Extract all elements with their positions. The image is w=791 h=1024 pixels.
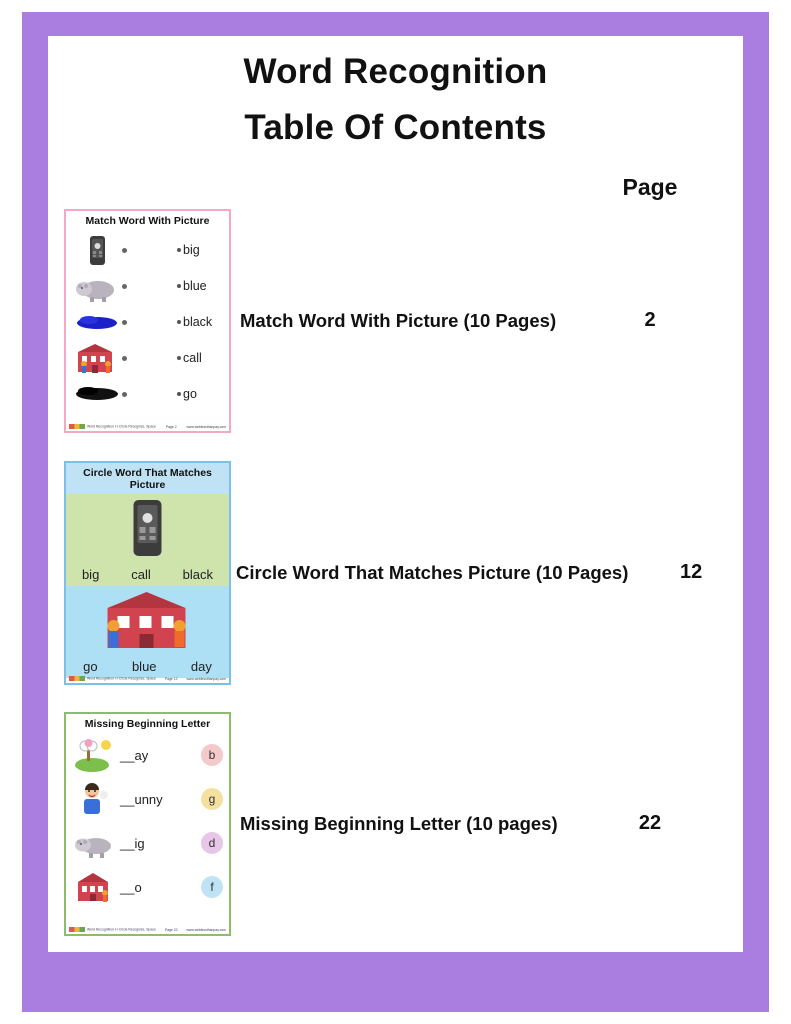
toc-entry-label[interactable]: Match Word With Picture (10 Pages) <box>240 310 557 331</box>
toc-entry-page: 2 <box>644 309 656 331</box>
thumbnail-footer <box>66 925 229 934</box>
match-row <box>72 232 223 268</box>
missing-letter-row <box>66 777 229 821</box>
toc-entry-row <box>0 708 791 943</box>
word-choice[interactable]: day <box>190 659 212 674</box>
footer-right: www.weblessthanpay.com <box>186 927 226 932</box>
match-row <box>72 268 223 304</box>
match-row <box>72 376 223 412</box>
match-dot-right <box>177 320 181 324</box>
page-column-header: Page <box>622 174 678 200</box>
match-dot-left <box>122 356 127 361</box>
footer-right: www.weblessthanpay.com <box>186 424 226 429</box>
day-scene-icon <box>72 737 116 773</box>
missing-letter-row <box>66 821 229 865</box>
match-dot-left <box>122 284 127 289</box>
black-blob-icon <box>72 378 122 411</box>
thumbnail-panel-bottom <box>66 586 229 678</box>
toc-entry-row <box>0 205 791 440</box>
match-dot-left <box>122 248 127 253</box>
letter-bubble[interactable]: f <box>201 876 223 898</box>
missing-letter-word: __ig <box>120 835 145 851</box>
word-choice[interactable]: blue <box>131 659 157 674</box>
word-choice[interactable]: big <box>81 567 100 582</box>
blue-blob-icon <box>72 306 122 339</box>
thumbnail-missing-beginning-letter[interactable] <box>60 708 235 940</box>
missing-letter-word: __o <box>120 879 142 895</box>
boy-funny-icon <box>72 781 116 817</box>
match-word: black <box>183 315 213 329</box>
footer-left: Word Recognition I-I Circle Recognize, Space <box>69 424 156 429</box>
match-word: go <box>183 387 197 401</box>
page-title <box>48 44 743 156</box>
match-dot-right <box>177 284 181 288</box>
footer-right: www.weblessthanpay.com <box>186 676 226 681</box>
missing-letter-word: __unny <box>120 791 163 807</box>
footer-left: Word Recognition I-I Circle Recognize, Space <box>69 927 156 932</box>
toc-entry-page: 12 <box>680 561 703 583</box>
toc-entry-page: 22 <box>638 812 662 834</box>
word-choice[interactable]: black <box>182 567 214 582</box>
footer-center: Page 22 <box>164 927 178 932</box>
thumbnail-title: Circle Word That Matches Picture <box>66 463 229 494</box>
panel-word-choices <box>66 567 229 582</box>
thumbnail-panel-top <box>66 494 229 586</box>
brand-mark-icon <box>69 676 85 681</box>
match-dot-left <box>122 320 127 325</box>
match-row <box>72 340 223 376</box>
thumbnail-title: Missing Beginning Letter <box>84 718 211 730</box>
hippo-icon <box>72 825 116 861</box>
title-line-1: Word Recognition <box>243 52 548 91</box>
phone-icon <box>72 234 122 267</box>
brand-mark-icon <box>69 424 85 429</box>
toc-entry-row <box>0 457 791 692</box>
match-word: call <box>183 351 202 365</box>
match-word: blue <box>183 279 207 293</box>
word-choice[interactable]: go <box>83 659 98 674</box>
toc-entry-label[interactable]: Missing Beginning Letter (10 pages) <box>240 813 558 834</box>
missing-letter-row <box>66 733 229 777</box>
match-dot-right <box>177 356 181 360</box>
match-rows <box>66 230 229 412</box>
word-choice[interactable]: call <box>131 567 151 582</box>
hippo-icon <box>72 270 122 303</box>
letter-bubble[interactable]: d <box>201 832 223 854</box>
thumbnail-footer <box>66 422 229 431</box>
panel-word-choices <box>66 659 229 674</box>
match-dot-right <box>177 392 181 396</box>
thumbnail-title: Match Word With Picture <box>85 215 210 227</box>
toc-entry-label[interactable]: Circle Word That Matches Picture (10 Pages) <box>236 562 629 583</box>
match-word: big <box>183 243 200 257</box>
brand-mark-icon <box>69 927 85 932</box>
footer-center: Page 2 <box>165 424 177 429</box>
school-icon <box>72 869 116 905</box>
thumbnail-footer <box>66 674 229 683</box>
missing-letter-word: __ay <box>120 747 149 763</box>
match-row <box>72 304 223 340</box>
missing-letter-row <box>66 865 229 909</box>
school-icon <box>66 590 229 652</box>
thumbnail-match-word-with-picture[interactable] <box>60 205 235 437</box>
thumbnail-circle-word-that-matches-picture[interactable] <box>60 457 235 689</box>
letter-bubble[interactable]: g <box>201 788 223 810</box>
phone-icon <box>66 498 229 560</box>
school-icon <box>72 342 122 375</box>
footer-left: Word Recognition I-I Circle Recognize, Space <box>69 676 156 681</box>
title-line-2: Table Of Contents <box>244 108 547 147</box>
match-dot-right <box>177 248 181 252</box>
footer-center: Page 12 <box>164 676 178 681</box>
match-dot-left <box>122 392 127 397</box>
letter-bubble[interactable]: b <box>201 744 223 766</box>
